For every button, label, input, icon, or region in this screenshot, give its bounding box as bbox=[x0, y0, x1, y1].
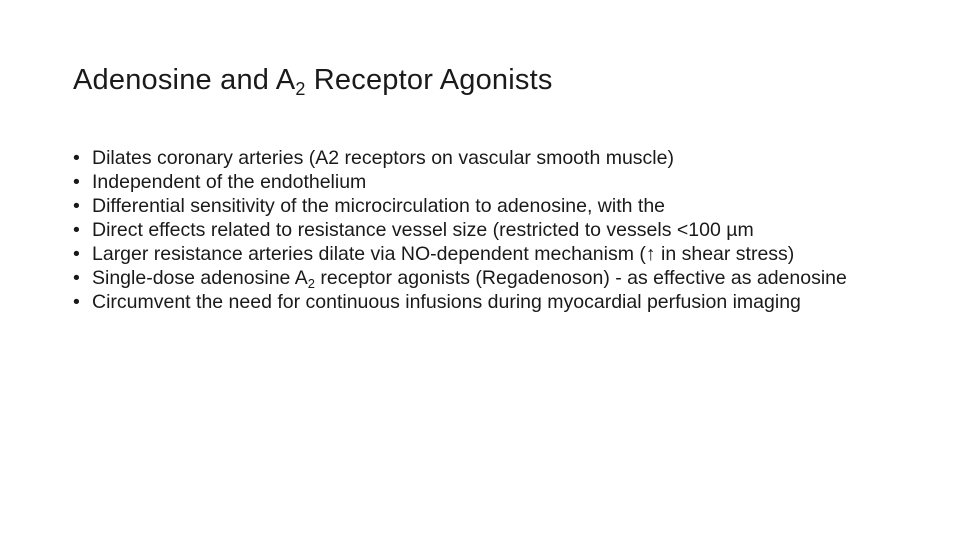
bullet-marker: • bbox=[73, 267, 80, 289]
bullet-list bbox=[73, 146, 903, 314]
bullet-text: Differential sensitivity of the microcirculation to adenosine, with the bbox=[92, 195, 666, 217]
bullet-text-post: receptor agonists (Regadenoson) - as effective as adenosine bbox=[314, 267, 847, 289]
bullet-item bbox=[73, 194, 903, 218]
title-main: Adenosine and A bbox=[73, 64, 296, 96]
bullet-marker: • bbox=[73, 219, 80, 241]
bullet-item bbox=[73, 218, 903, 242]
bullet-marker: • bbox=[73, 147, 80, 169]
slide-title bbox=[73, 60, 553, 100]
bullet-marker: • bbox=[73, 291, 80, 313]
bullet-item bbox=[73, 242, 903, 266]
bullet-item bbox=[73, 290, 903, 314]
bullet-text: Independent of the endothelium bbox=[92, 171, 367, 193]
title-subscript: 2 bbox=[295, 79, 306, 99]
bullet-item bbox=[73, 146, 903, 170]
bullet-text: Larger resistance arteries dilate via NO-dependent mechanism (↑ in shear stress) bbox=[92, 243, 795, 265]
bullet-item bbox=[73, 266, 903, 290]
bullet-text: Direct effects related to resistance vessel size (restricted to vessels <100 µm bbox=[92, 219, 754, 241]
bullet-subscript: 2 bbox=[307, 276, 315, 291]
bullet-text: Dilates coronary arteries (A2 receptors on vascular smooth muscle) bbox=[92, 147, 674, 169]
bullet-marker: • bbox=[73, 243, 80, 265]
title-rest: Receptor Agonists bbox=[305, 64, 553, 96]
bullet-item bbox=[73, 170, 903, 194]
bullet-marker: • bbox=[73, 195, 80, 217]
bullet-marker: • bbox=[73, 171, 80, 193]
bullet-text-pre: Single-dose adenosine A bbox=[92, 267, 308, 289]
bullet-text: Circumvent the need for continuous infusions during myocardial perfusion imaging bbox=[92, 291, 801, 313]
